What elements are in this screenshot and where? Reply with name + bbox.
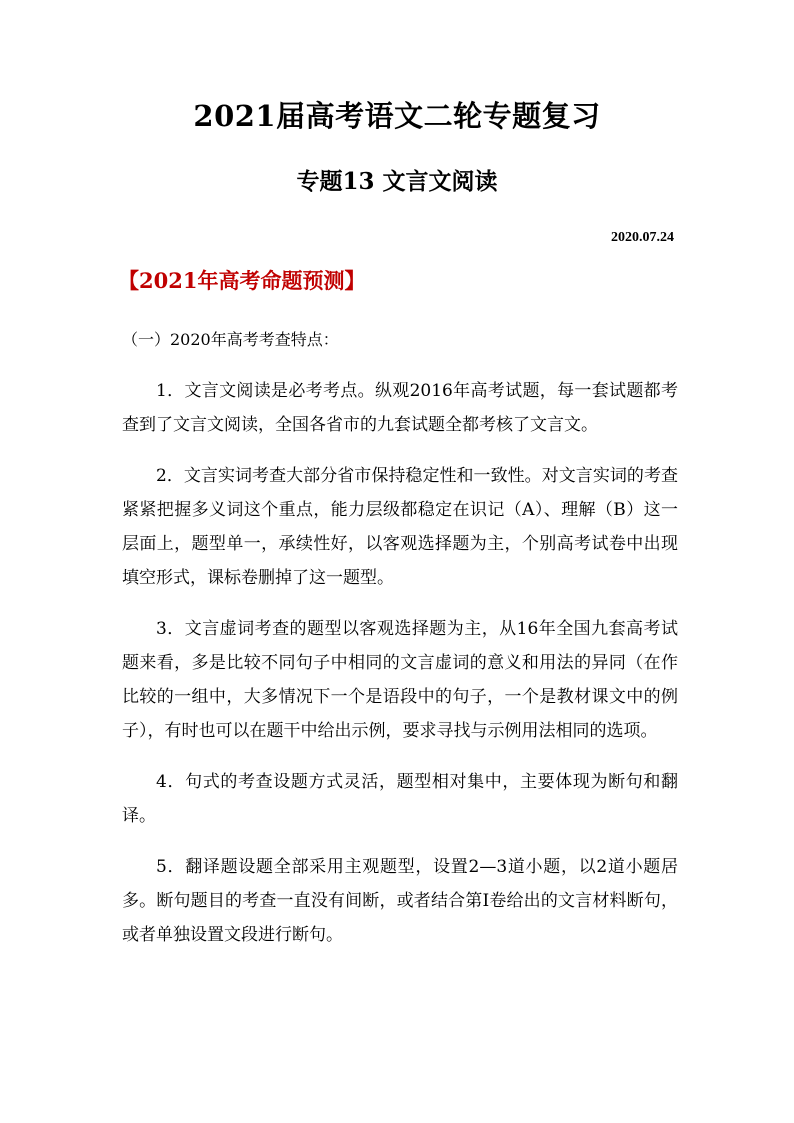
paragraph-5: 5．翻译题设题全部采用主观题型，设置2—3道小题，以2道小题居多。断句题目的考查一直没有间断，或者结合第I卷给出的文言材料断句，或者单独设置文段进行断句。	[122, 857, 678, 945]
document-body	[122, 374, 678, 969]
document-date: 2020.07.24	[611, 230, 674, 245]
document-subtitle: 专题13 文言文阅读	[296, 168, 498, 195]
paragraph-4: 4．句式的考查设题方式灵活，题型相对集中，主要体现为断句和翻译。	[122, 772, 678, 826]
section-heading: 【2021年高考命题预测】	[118, 268, 366, 293]
paragraph-2: 2．文言实词考查大部分省市保持稳定性和一致性。对文言实词的考查紧紧把握多义词这个重点，能力层级都稳定在识记（A）、理解（B）这一层面上，题型单一，承续性好，以客观选择题为主，个别高考试卷中出现填空形式，课标卷删掉了这一题型。	[122, 466, 678, 588]
paragraph-3: 3．文言虚词考查的题型以客观选择题为主，从16年全国九套高考试题来看，多是比较不同句子中相同的文言虚词的意义和用法的异同（在作比较的一组中，大多情况下一个是语段中的句子，一个是教材课文中的例子），有时也可以在题干中给出示例，要求寻找与示例用法相同的选项。	[122, 619, 678, 741]
paragraph-1: 1．文言文阅读是必考考点。纵观2016年高考试题，每一套试题都考查到了文言文阅读，全国各省市的九套试题全都考核了文言文。	[122, 381, 678, 435]
document-title: 2021届高考语文二轮专题复习	[193, 99, 601, 133]
section-subheading: （一）2020年高考考查特点：	[122, 330, 339, 349]
